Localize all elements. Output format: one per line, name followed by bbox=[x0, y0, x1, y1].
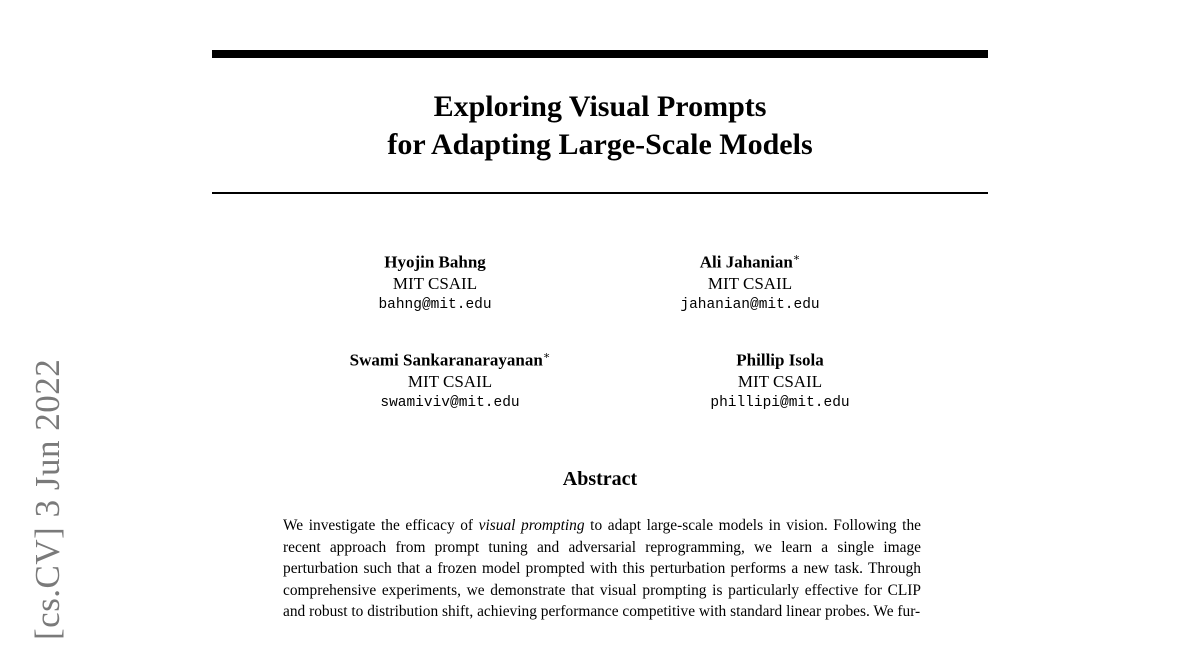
author-affiliation: MIT CSAIL bbox=[737, 371, 823, 391]
author-affiliation: MIT CSAIL bbox=[392, 273, 478, 293]
abstract-heading: Abstract bbox=[562, 468, 638, 490]
abstract-body: We investigate the efficacy of visual prompting to adapt large-scale models in vision. Following the recent approach from prompt tuning and adversarial reprogramming, we learn a single image perturbation such that a frozen model prompted with this perturbation performs a new task. Through comprehensive experiments, we demonstrate that visual prompting is particularly effective for CLIP and robust to distribution shift, achieving performance competitive with standard linear probes. We fur- bbox=[283, 517, 921, 620]
author-block bbox=[680, 346, 880, 414]
paper-title bbox=[212, 88, 988, 164]
author-email: jahanian@mit.edu bbox=[680, 296, 820, 313]
author-block bbox=[650, 248, 850, 316]
author-name: Ali Jahanian∗ bbox=[699, 252, 801, 272]
paper-title-line-1: Exploring Visual Prompts bbox=[433, 90, 767, 123]
author-block bbox=[335, 248, 535, 316]
arxiv-identifier-stamp: [cs.CV] 3 Jun 2022 bbox=[28, 358, 67, 640]
author-name: Hyojin Bahng bbox=[384, 252, 486, 272]
title-bottom-rule bbox=[212, 192, 988, 194]
author-affiliation: MIT CSAIL bbox=[407, 371, 493, 391]
author-block bbox=[312, 346, 588, 414]
author-name: Swami Sankaranarayanan∗ bbox=[349, 350, 551, 370]
author-email: phillipi@mit.edu bbox=[710, 394, 850, 411]
author-name: Phillip Isola bbox=[736, 350, 824, 370]
paper-title-line-2: for Adapting Large-Scale Models bbox=[387, 128, 813, 161]
author-affiliation: MIT CSAIL bbox=[707, 273, 793, 293]
abstract-emphasis: visual prompting bbox=[478, 517, 585, 534]
title-top-rule bbox=[212, 50, 988, 58]
author-email: swamiviv@mit.edu bbox=[380, 394, 520, 411]
author-email: bahng@mit.edu bbox=[378, 296, 492, 313]
